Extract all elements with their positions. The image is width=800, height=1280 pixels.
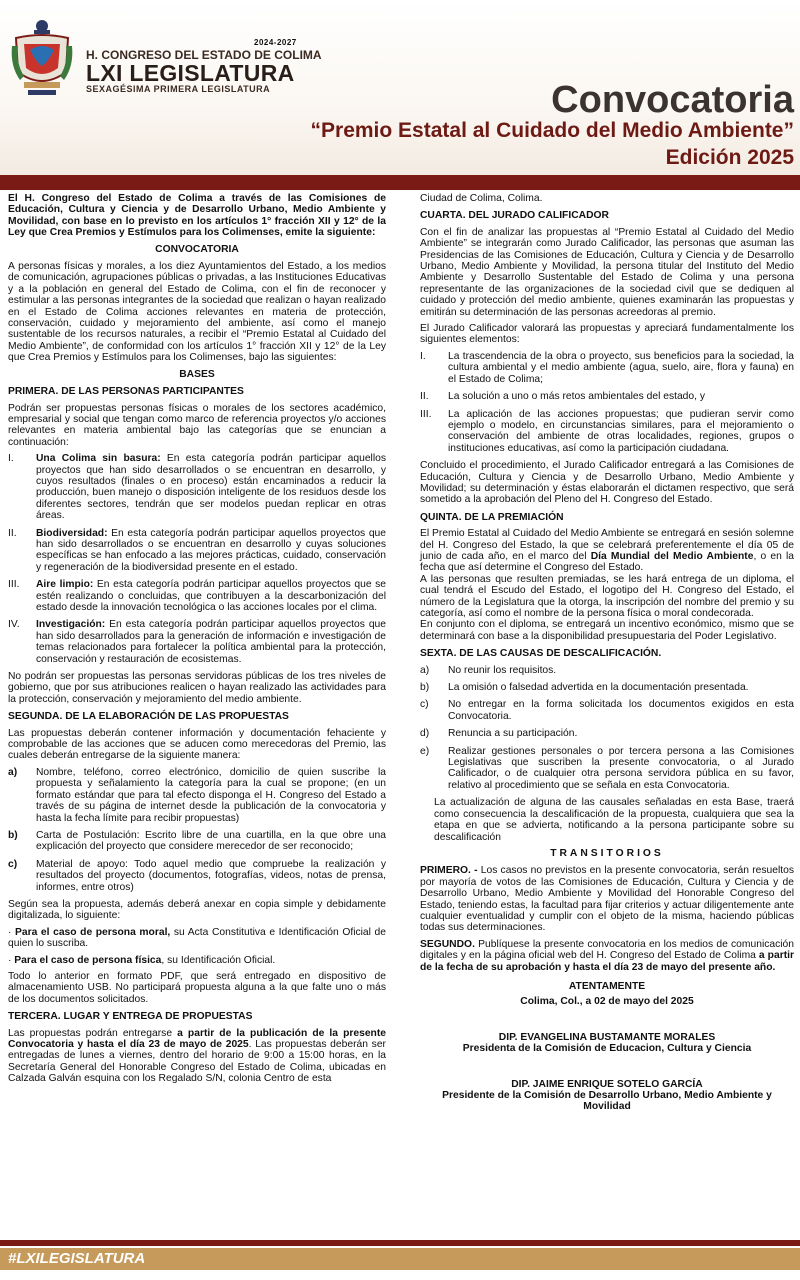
disqualification-text: Realizar gestiones personales o por tercera persona a las Comisiones Legislativas que suscriben la presente convocatoria, o al Jurado Calificador, o de cualquier otra persona servidora pública en su favor, relativo al procedimiento que se señala en esta Convocatoria. <box>448 745 794 791</box>
disqualification-text: No entregar en la forma solicitada los documentos exigidos en esta Convocatoria. <box>448 699 794 722</box>
segunda-paragraph: Las propuestas deberán contener información y documentación fehaciente y comprobable de las acciones que se aducen como merecedoras del Premio, las cuales deberán entregarse de la siguiente manera: <box>8 727 386 762</box>
cuarta-heading: CUARTA. DEL JURADO CALIFICADOR <box>420 210 609 222</box>
category-title: Biodiversidad: <box>36 527 108 539</box>
disqualification-item <box>420 746 794 792</box>
disqualification-letter: a) <box>420 664 430 676</box>
evaluation-item <box>420 391 794 402</box>
signatory-1-name: DIP. EVANGELINA BUSTAMANTE MORALES <box>498 1031 716 1043</box>
category-text: En esta categoría podrán participar aquellos proyectos que han sido desarrollados o se encuentran en desarrollo, y cuyos resultados (finales o en proceso) están encaminados a reducir la producción, buen manejo o disposición inteligente de los residuos desde los diferentes sectores, tendrán que ser modelos puedan replicar en otras áreas. <box>36 453 386 522</box>
requirement-text: Nombre, teléfono, correo electrónico, domicilio de quien suscribe la propuesta y señalamiento la categoría para la cual se propone; (en un formato estándar que para tal efecto disponga el H. Congreso del Estado a través de su página de internet desde la publicación de la convocatoria y hasta la fecha límite para recibir propuestas) <box>36 766 386 824</box>
requirement-item <box>8 859 386 893</box>
diploma-paragraph: A las personas que resulten premiadas, se les hará entrega de un diploma, el cual tendrá el Escudo del Estado, el logotipo del H. Congreso del Estado, el número de la Legislatura que la otorga, la inscripción del nombre del premio y su categoría, así como el nombre de la persona física o moral condecorada. <box>420 573 794 619</box>
primera-heading: PRIMERA. DE LAS PERSONAS PARTICIPANTES <box>8 386 244 398</box>
category-number: II. <box>8 527 17 539</box>
requirement-letter: c) <box>8 858 18 870</box>
disqualification-letter: c) <box>420 699 429 711</box>
signatory-2-title: Presidente de la Comisión de Desarrollo Urbano, Medio Ambiente y Movilidad <box>442 1090 772 1113</box>
public-servants-paragraph: No podrán ser propuestas las personas servidoras públicas de los tres niveles de gobierno, que por sus atribuciones realicen o hayan realizado las actividades para la protección, conservación y mejoramiento del medio ambiente. <box>8 671 386 705</box>
incentive-paragraph: En conjunto con el diploma, se entregará un incentivo económico, mismo que se determinará con base a la disponibilidad presupuestaria del Poder Legislativo. <box>420 619 794 642</box>
footer-hashtag: #LXILEGISLATURA <box>8 1250 146 1267</box>
signatory-2-name: DIP. JAIME ENRIQUE SOTELO GARCÍA <box>511 1078 703 1090</box>
requirement-text: Material de apoyo: Todo aquel medio que compruebe la realización y resultados del proyecto (documentos, fotografías, videos, notas de prensa, informes, entre otros) <box>36 858 386 893</box>
disqualification-note: La actualización de alguna de las causales señaladas en esta Base, traerá como consecuencia la descalificación de la propuesta, cualquiera que sea la etapa en que se advierta, notificando a la persona participante sobre su descalificación <box>434 797 794 843</box>
category-text: En esta categoría podrán participar aquellos proyectos que se estén realizando o concluidas, que contribuyen a la descarbonización del estado desde la innovación tecnológica o las acciones locales por el clima. <box>36 579 387 613</box>
edition-label: Edición 2025 <box>665 146 794 169</box>
disqualification-item <box>420 728 794 739</box>
conclusion-paragraph: Concluido el procedimiento, el Jurado Calificador entregará a las Comisiones de Educación, Cultura y Ciencia y de Desarrollo Urbano, Medio Ambiente y Movilidad; su determinación y éstas elaborarán el dictamen respectivo, que será sometido a la aprobación del Pleno del H. Congreso del Estado. <box>420 460 794 506</box>
city-line: Ciudad de Colima, Colima. <box>420 193 543 204</box>
bases-heading: BASES <box>179 368 215 380</box>
atentamente-label: ATENTAMENTE <box>568 980 646 992</box>
category-item <box>8 528 386 574</box>
physical-person-bullet: · Para el caso de persona física, su Identificación Oficial. <box>8 954 276 966</box>
primero-paragraph: PRIMERO. - Los casos no previstos en la presente convocatoria, serán resueltos por mayoría de votos de las Comisiones de Educación, Cultura y Ciencia y de Desarrollo Urbano, Medio Ambiente y Movilidad del Honorable Congreso del Estado, teniendo estas, la facultad para fijar criterios y actuar diligentemente ante cualquier eventualidad y cumplir con el objeto de la misma, haciendo públicas todas sus determinaciones. <box>420 865 794 934</box>
category-title: Una Colima sin basura: <box>36 453 161 465</box>
evaluation-text: La trascendencia de la obra o proyecto, sus beneficios para la sociedad, la cultura ambiental y el medio ambiente (agua, suelo, aire, flora y fauna) en el Estado de Colima; <box>448 350 794 385</box>
category-text: En esta categoría podrán participar aquellos proyectos que han sido desarrollados para la generación de información e investigación de temas relacionados para fortalecer la política ambiental para la protección, conservación y restauración de ecosistemas. <box>36 619 386 665</box>
disqualification-item <box>420 665 794 676</box>
evaluation-text: La aplicación de las acciones propuestas; que pudieran servir como ejemplo o modelo, en circunstancias similares, para el mejoramiento o conservación del ambiente de otras localidades, regiones, grupos o instituciones educativas, así como la participación ciudadana. <box>448 408 794 454</box>
requirement-letter: b) <box>8 829 18 841</box>
segundo-paragraph: SEGUNDO. Publíquese la presente convocatoria en los medios de comunicación digitales y en la página oficial web del H. Congreso del Estado de Colima a partir de la fecha de su aprobación y hasta el día 23 de mayo del presente año. <box>420 938 794 973</box>
disqualification-item <box>420 682 794 693</box>
requirement-letter: a) <box>8 766 18 778</box>
primera-paragraph: Podrán ser propuestas personas físicas o morales de los sectores académico, empresarial y social que tengan como marco de referencia proyectos y/o acciones relevantes en materia ambiental bajo las categorías que se enuncian a continuación: <box>8 402 386 448</box>
state-crest-logo <box>10 16 74 98</box>
attachment-paragraph: Según sea la propuesta, además deberá anexar en copia simple y debidamente digitalizada, lo siguiente: <box>8 898 386 922</box>
signatory-1-title: Presidenta de la Comisión de Educacion, Cultura y Ciencia <box>462 1043 752 1055</box>
disqualification-letter: e) <box>420 745 430 757</box>
page-title: Convocatoria <box>551 79 794 121</box>
legislature-subtitle: SEXAGÉSIMA PRIMERA LEGISLATURA <box>86 84 271 94</box>
legislature-title: LXI LEGISLATURA <box>86 60 295 86</box>
evaluation-number: I. <box>420 350 426 362</box>
sexta-heading: SEXTA. DE LAS CAUSAS DE DESCALIFICACIÓN. <box>420 648 662 660</box>
requirement-item <box>8 830 386 853</box>
intro-paragraph: El H. Congreso del Estado de Colima a través de las Comisiones de Educación, Cultura y Ciencia y de Desarrollo Urbano, Medio Ambiente y Movilidad, con base en lo previsto en los artículos 1° fracción XII y 12° de la Ley que Crea Premios y Estímulos para los Colimenses, emite la siguiente: <box>8 193 386 239</box>
requirement-item <box>8 767 386 824</box>
award-name: “Premio Estatal al Cuidado del Medio Ambiente” <box>310 119 794 142</box>
tercera-heading: TERCERA. LUGAR Y ENTREGA DE PROPUESTAS <box>8 1011 253 1023</box>
legislature-years: 2024-2027 <box>254 38 297 47</box>
category-item <box>8 579 386 613</box>
congress-name: H. CONGRESO DEL ESTADO DE COLIMA <box>86 48 322 62</box>
category-number: III. <box>8 579 20 591</box>
category-number: I. <box>8 453 14 465</box>
place-date: Colima, Col., a 02 de mayo del 2025 <box>520 996 694 1008</box>
quinta-heading: QUINTA. DE LA PREMIACIÓN <box>420 511 564 523</box>
segunda-heading: SEGUNDA. DE LA ELABORACIÓN DE LAS PROPUESTAS <box>8 711 289 723</box>
moral-person-bullet: · Para el caso de persona moral, su Acta Constitutiva e Identificación Oficial de quien lo suscriba. <box>8 926 386 950</box>
disqualification-text: La omisión o falsedad advertida en la documentación presentada. <box>448 682 749 694</box>
category-number: IV. <box>8 619 20 631</box>
category-title: Aire limpio: <box>36 579 94 591</box>
category-title: Investigación: <box>36 619 106 631</box>
cuarta-paragraph: Con el fin de analizar las propuestas al “Premio Estatal al Cuidado del Medio Ambiente” se integrarán como Jurado Calificador, las personas que asuman las Presidencias de las Comisiones de Educación, Cultura y Ciencia y de Desarrollo Urbano, Medio Ambiente y Movilidad, la persona titular del Instituto del Medio Ambiente y Desarrollo Sustentable del Estado de Colima y una persona representante de las organizaciones de la sociedad civil que se dediquen al cuidado y protección del medio ambiente, quienes examinarán las propuestas y emitirán su determinación de las personas acreedoras al premio. <box>420 226 794 318</box>
tercera-paragraph: Las propuestas podrán entregarse a partir de la publicación de la presente Convocatoria y hasta el día 23 de mayo de 2025. Las propuestas deberán ser entregadas de lunes a viernes, dentro del horario de 9:00 a 15:00 horas, en la Secretaría General del Honorable Congreso del Estado de Colima, ubicadas en Calzada Galván esquina con los Regalado S/N, colonia Centro de esta <box>8 1027 387 1085</box>
convocatoria-heading: CONVOCATORIA <box>155 243 239 255</box>
disqualification-text: No reunir los requisitos. <box>448 664 557 676</box>
evaluation-item <box>420 351 794 385</box>
right-column <box>420 193 794 1117</box>
evaluation-paragraph: El Jurado Calificador valorará las propuestas y apreciará fundamentalmente los siguientes elementos: <box>420 323 794 346</box>
disqualification-item <box>420 699 794 722</box>
quinta-paragraph: El Premio Estatal al Cuidado del Medio Ambiente se entregará en sesión solemne del H. Congreso del Estado, la que se celebrará preferentemente el día 05 de junio de cada año, en el marco del Día Mundial del Medio Ambiente, o en la fecha que así determine el Congreso del Estado. <box>420 528 795 574</box>
left-column <box>8 193 386 1090</box>
evaluation-number: II. <box>420 391 429 403</box>
evaluation-text: La solución a uno o más retos ambientales del estado, y <box>448 391 706 403</box>
evaluation-number: III. <box>420 408 432 420</box>
category-item <box>8 453 386 521</box>
category-item <box>8 619 386 665</box>
evaluation-item <box>420 409 794 455</box>
page-header <box>0 0 800 175</box>
transitorios-heading: TRANSITORIOS <box>550 847 664 859</box>
category-text: En esta categoría podrán participar aquellos proyectos que han sido desarrollados o se encuentran en desarrollo y cuyas soluciones específicas se han enfocado a las mejores prácticas, cuidado, conservación y regeneración de la biodiversidad presente en el estado. <box>36 527 386 573</box>
disqualification-letter: b) <box>420 682 430 694</box>
disqualification-text: Renuncia a su participación. <box>448 728 578 740</box>
disqualification-letter: d) <box>420 728 430 740</box>
header-divider-bar <box>0 175 800 190</box>
convocatoria-paragraph: A personas físicas y morales, a los diez Ayuntamientos del Estado, a los medios de comunicación, agrupaciones públicas o privadas, a las Instituciones Educativas y a la población en general del Estado de Colima, con el fin de reconocer y estimular a las personas integrantes de la sociedad que realizan o hayan realizado en el Estado de Colima acciones relevantes en materia de protección, conservación, cuidado y mejoramiento del ambiente, así como el manejo sustentable de los recursos naturales, a recibir el “Premio Estatal al Cuidado del Medio Ambiente”, de conformidad con los artículos 1° fracción XII y 12° de la Ley que Crea Premios y Estímulos para los Colimenses, bajo las siguientes: <box>8 261 386 364</box>
pdf-paragraph: Todo lo anterior en formato PDF, que será entregado en dispositivo de almacenamiento USB. No participará propuesta alguna a la que falte uno o más de los documentos solicitados. <box>8 970 386 1005</box>
footer-divider-bar <box>0 1240 800 1246</box>
requirement-text: Carta de Postulación: Escrito libre de una cuartilla, en la que obre una explicación del proyecto que considere merecedor de ser reconocido; <box>36 829 386 853</box>
